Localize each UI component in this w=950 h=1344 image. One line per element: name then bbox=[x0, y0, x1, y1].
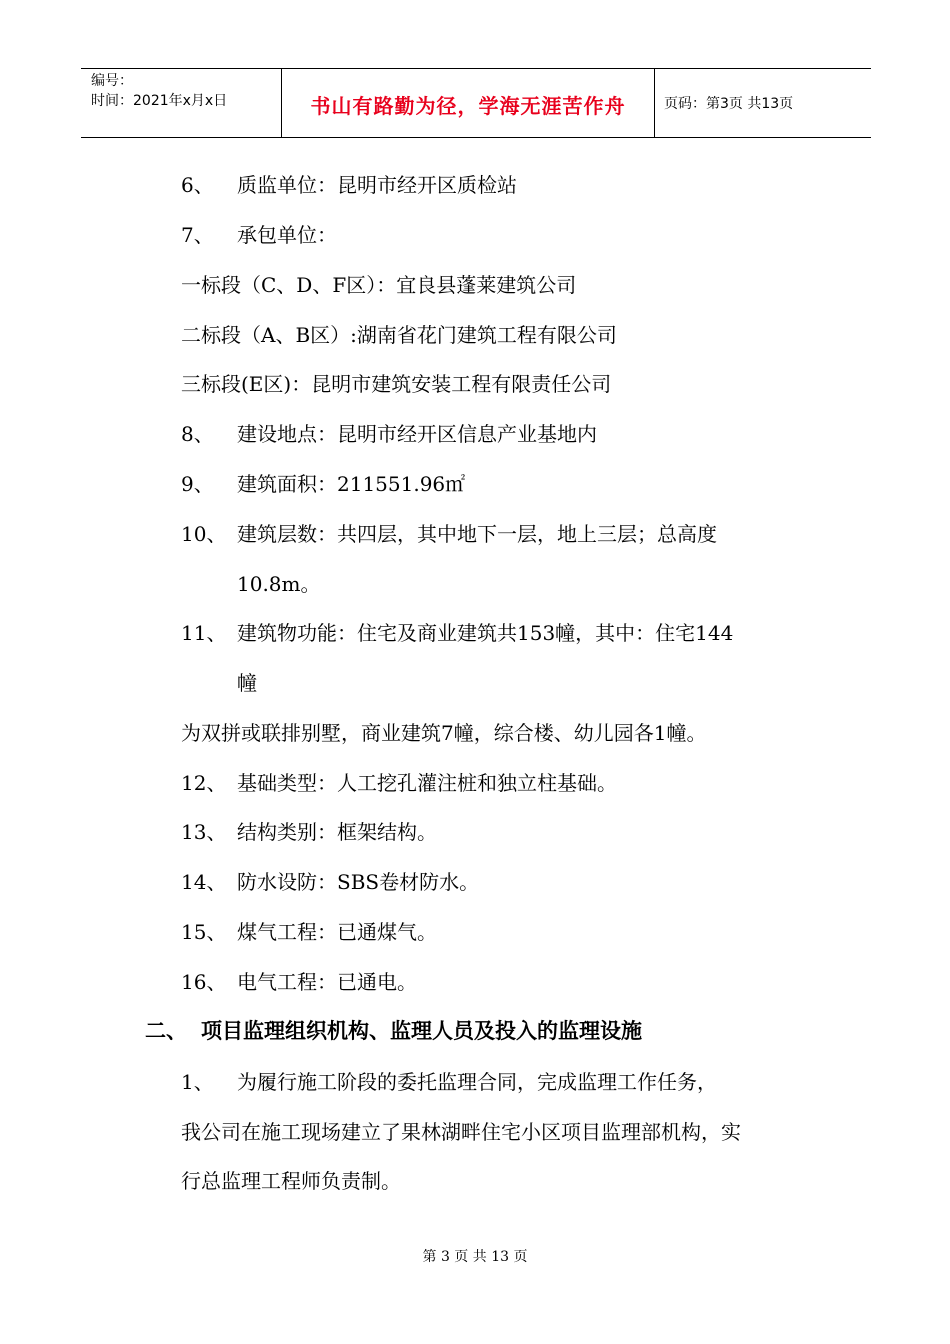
item-text: 建筑物功能：住宅及商业建筑共153幢，其中：住宅144 bbox=[237, 621, 734, 645]
item-text: 电气工程：已通电。 bbox=[237, 970, 417, 994]
motto: 书山有路勤为径，学海无涯苦作舟 bbox=[310, 94, 626, 118]
paragraph-number: 1、 bbox=[181, 1070, 214, 1094]
item-number: 15、 bbox=[181, 920, 227, 944]
item-text: 质监单位：昆明市经开区质检站 bbox=[237, 173, 517, 197]
item-text: 防水设防：SBS卷材防水。 bbox=[237, 870, 480, 894]
code-label: 编号： bbox=[91, 73, 133, 89]
page-header bbox=[81, 68, 871, 138]
item-number: 13、 bbox=[181, 820, 227, 844]
date-label: 时间：2021年x月x日 bbox=[91, 93, 228, 109]
page-footer: 第 3 页 共 13 页 bbox=[422, 1249, 528, 1265]
paragraph-line: 我公司在施工现场建立了果林湖畔住宅小区项目监理部机构，实 bbox=[181, 1120, 741, 1144]
header-motto-cell bbox=[282, 69, 655, 137]
item-text: 基础类型：人工挖孔灌注桩和独立柱基础。 bbox=[237, 771, 617, 795]
item-text: 煤气工程：已通煤气。 bbox=[237, 920, 437, 944]
paragraph-line: 行总监理工程师负责制。 bbox=[181, 1169, 401, 1193]
item-number: 11、 bbox=[181, 621, 227, 645]
item-number: 10、 bbox=[181, 522, 227, 546]
item-text: 一标段（C、D、F区）：宜良县蓬莱建筑公司 bbox=[181, 273, 577, 297]
item-number: 7、 bbox=[181, 223, 214, 247]
item-text: 建筑层数：共四层，其中地下一层，地上三层；总高度 bbox=[237, 522, 717, 546]
item-text: 建设地点：昆明市经开区信息产业基地内 bbox=[237, 422, 597, 446]
header-page-cell bbox=[655, 69, 871, 137]
item-number: 8、 bbox=[181, 422, 214, 446]
item-text: 10.8m。 bbox=[237, 572, 321, 596]
item-text: 二标段（A、B区）:湖南省花门建筑工程有限公司 bbox=[181, 323, 617, 347]
item-number: 12、 bbox=[181, 771, 227, 795]
item-text: 结构类别：框架结构。 bbox=[237, 820, 437, 844]
paragraph-line: 为履行施工阶段的委托监理合同，完成监理工作任务， bbox=[237, 1070, 717, 1094]
item-text: 建筑面积：211551.96㎡ bbox=[237, 472, 466, 496]
section-title: 项目监理组织机构、监理人员及投入的监理设施 bbox=[201, 1018, 642, 1043]
item-number: 14、 bbox=[181, 870, 227, 894]
item-number: 6、 bbox=[181, 173, 214, 197]
item-text: 承包单位： bbox=[237, 223, 337, 247]
section-number: 二、 bbox=[145, 1018, 187, 1043]
item-text: 三标段(E区)：昆明市建筑安装工程有限责任公司 bbox=[181, 372, 612, 396]
item-number: 9、 bbox=[181, 472, 214, 496]
item-text: 为双拼或联排别墅，商业建筑7幢，综合楼、幼儿园各1幢。 bbox=[181, 721, 707, 745]
item-text: 幢 bbox=[237, 671, 257, 695]
header-meta bbox=[81, 69, 282, 137]
page-info: 页码：第3页 共13页 bbox=[664, 96, 794, 112]
item-number: 16、 bbox=[181, 970, 227, 994]
